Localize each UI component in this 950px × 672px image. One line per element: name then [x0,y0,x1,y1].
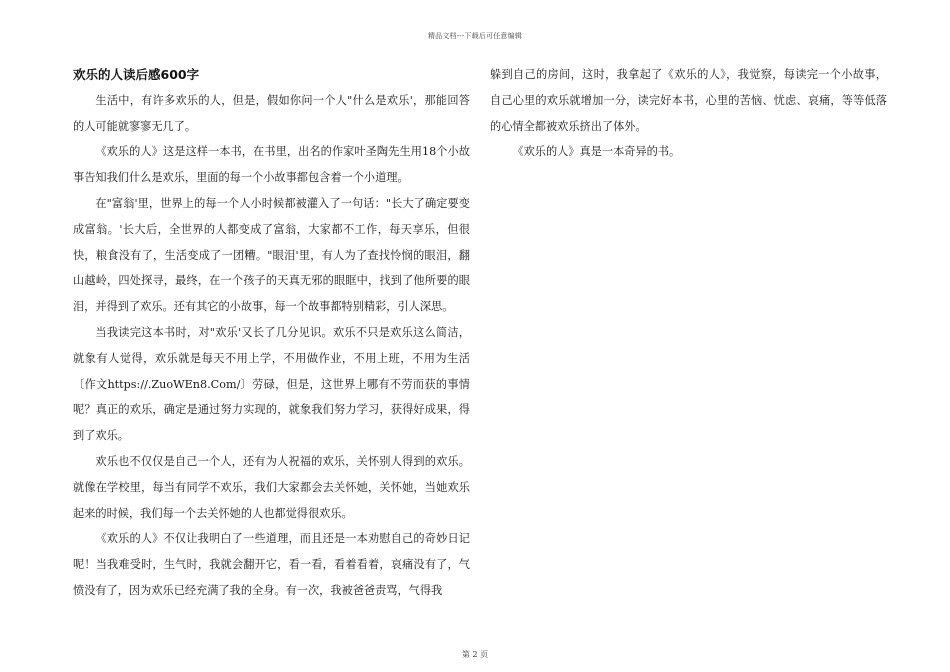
paragraph: 《欢乐的人》这是这样一本书，在书里，出名的作家叶圣陶先生用18个小故事告知我们什么是欢乐，里面的每一个小故事都包含着一个小道理。 [73,145,470,185]
paragraph: 在"富翁'里，世界上的每一个人小时候都被灌入了一句话："长大了确定要变成富翁。'长大后，全世界的人都变成了富翁，大家都不工作，每天享乐，但很快，粮食没有了，生活变成了一团糟。"眼泪'里，有人为了查找怜悯的眼泪，翻山越岭，四处探寻，最终，在一个孩子的天真无邪的眼眶中，找到了他所要的眼泪，并得到了欢乐。还有其它的小故事，每一个故事都特别精彩，引人深思。 [73,196,470,314]
paragraph-continuation: 躲到自己的房间，这时，我拿起了《欢乐的人》，我觉察，每读完一个小故事，自己心里的欢乐就增加一分，读完好本书，心里的苦恼、忧虑、哀痛，等等低落的心情全都被欢乐挤出了体外。 [490,68,887,133]
page-header: 精品文档---下载后可任意编辑 [427,32,523,40]
paragraph: 生活中，有许多欢乐的人，但是，假如你问一个人"什么是欢乐'，那能回答的人可能就寥寥无几了。 [73,93,470,133]
right-column [490,62,887,165]
paragraph: 欢乐也不仅仅是自己一个人，还有为人祝福的欢乐，关怀别人得到的欢乐。就像在学校里，每当有同学不欢乐，我们大家都会去关怀她，关怀她，当她欢乐起来的时候，我们每一个去关怀她的人也都觉得很欢乐。 [73,454,470,520]
paragraph: 当我读完这本书时，对"欢乐'又长了几分见识。欢乐不只是欢乐这么简洁，就象有人觉得，欢乐就是每天不用上学，不用做作业，不用上班，不用为生活〔作文https://.ZuoWEn8.Com/〕劳碌，但是，这世界上哪有不劳而获的事情呢？真正的欢乐，确定是通过努力实现的，就象我们努力学习，获得好成果，得到了欢乐。 [73,325,470,443]
document-title: 欢乐的人读后感600字 [73,67,200,82]
paragraph: 《欢乐的人》真是一本奇异的书。 [512,145,681,159]
page-number: 第 2 页 [461,650,489,659]
left-column [73,62,470,604]
paragraph: 《欢乐的人》不仅让我明白了一些道理，而且还是一本劝慰自己的奇妙日记呢！当我难受时，生气时，我就会翻开它，看一看，看着看着，哀痛没有了，气愤没有了，因为欢乐已经充满了我的全身。有一次，我被爸爸责骂，气得我 [73,532,470,597]
